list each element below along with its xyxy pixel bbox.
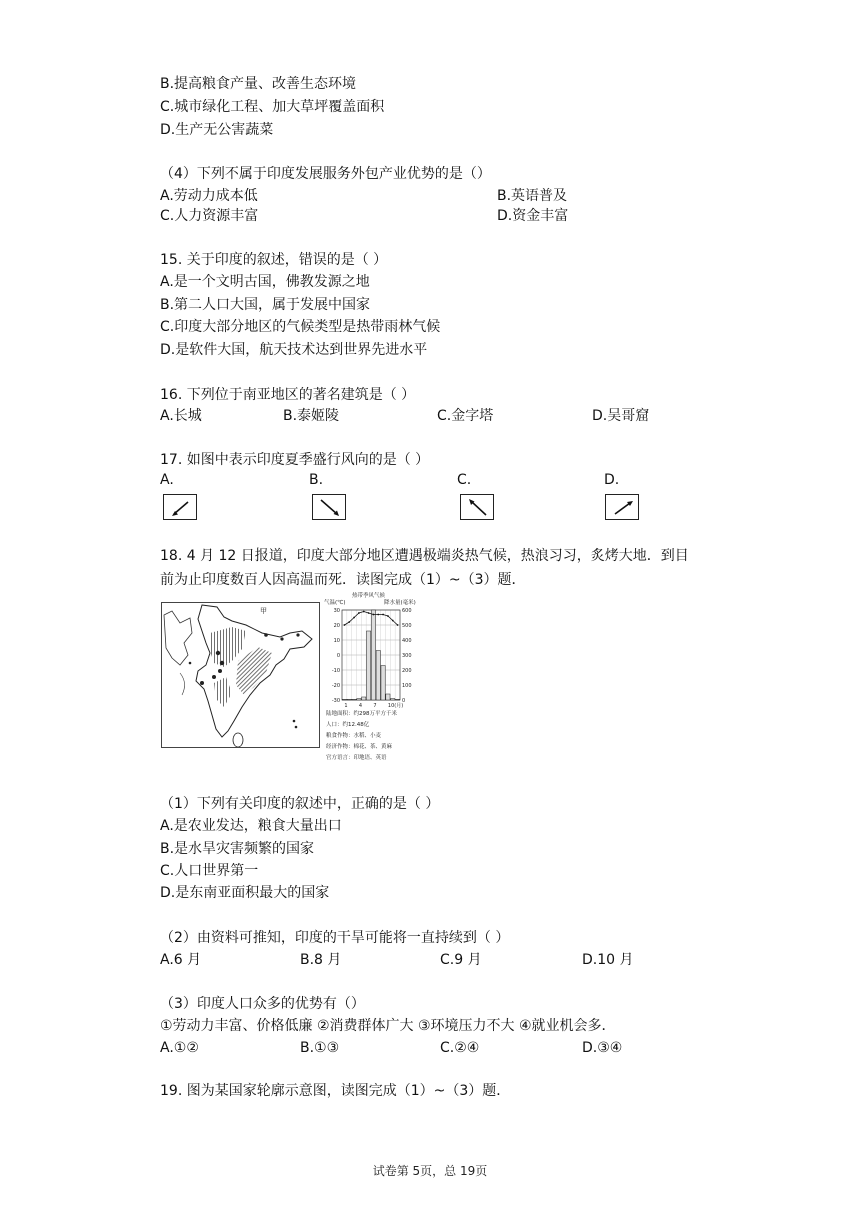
q18-stem-line2: 前为止印度数百人因高温而死．读图完成（1）~（3）题． (160, 572, 526, 588)
info-food-crops: 粮食作物：水稻、小麦 (326, 733, 382, 739)
q18-1-option-d: D.是东南亚面积最大的国家 (160, 885, 330, 901)
y-right-tick-label: 600 (402, 608, 412, 614)
y-right-tick-label: 500 (402, 623, 412, 629)
y-right-tick-label: 100 (402, 683, 412, 689)
arrow-southeast-icon (312, 494, 346, 520)
q15-stem: 15. 关于印度的叙述，错误的是（ ） (160, 252, 388, 268)
precipitation-bar (357, 699, 361, 701)
precipitation-bar (376, 651, 380, 701)
q18-1-stem: （1）下列有关印度的叙述中，正确的是（ ） (160, 796, 440, 812)
climate-chart (322, 592, 422, 766)
precipitation-bar (395, 699, 399, 700)
y-left-tick-label: 10 (333, 638, 340, 644)
q15-option-a: A.是一个文明古国，佛教发源之地 (160, 274, 370, 290)
q19-stem: 19. 图为某国家轮廓示意图，读图完成（1）~（3）题． (160, 1083, 511, 1099)
temperature-point (392, 620, 394, 622)
y-right-tick-label: 300 (402, 653, 412, 659)
q18-3-option-c: C.②④ (440, 1040, 480, 1056)
climate-chart-svg (322, 604, 422, 714)
temperature-point (368, 612, 370, 614)
y-left-tick-label: -10 (331, 668, 340, 674)
q14-4-option-a: A.劳动力成本低 (160, 188, 258, 204)
temperature-point (358, 612, 360, 614)
q18-1-option-a: A.是农业发达，粮食大量出口 (160, 818, 342, 834)
temperature-point (344, 624, 346, 626)
q18-3-option-a: A.①② (160, 1040, 199, 1056)
q15-option-b: B.第二人口大国，属于发展中国家 (160, 297, 371, 313)
q16-stem: 16. 下列位于南亚地区的著名建筑是（ ） (160, 387, 416, 403)
y-right-tick-label: 200 (402, 668, 412, 674)
q17-stem: 17. 如图中表示印度夏季盛行风向的是（ ） (160, 452, 430, 468)
q18-3-items: ①劳动力丰富、价格低廉 ②消费群体广大 ③环境压力不大 ④就业机会多． (160, 1018, 616, 1034)
q14-4-option-c: C.人力资源丰富 (160, 208, 259, 224)
q15-option-d: D.是软件大国，航天技术达到世界先进水平 (160, 342, 428, 358)
q16-option-a: A.长城 (160, 408, 202, 424)
x-tick-label: 10(月) (387, 703, 404, 709)
q17-option-a-label: A. (160, 472, 174, 488)
q18-1-option-b: B.是水旱灾害频繁的国家 (160, 841, 315, 857)
precipitation-bar (391, 699, 395, 701)
arrow-northwest-icon (460, 494, 494, 520)
info-population: 人口：约12.48亿 (326, 722, 370, 728)
q18-2-option-d: D.10 月 (582, 952, 634, 968)
q14-3-option-d: D.生产无公害蔬菜 (160, 122, 274, 138)
q16-option-c: C.金字塔 (437, 408, 494, 424)
q16-option-d: D.吴哥窟 (592, 408, 650, 424)
temperature-point (348, 621, 350, 623)
temperature-point (377, 614, 379, 616)
y-left-tick-label: 0 (336, 653, 340, 659)
precipitation-bar (362, 697, 366, 700)
chart-title: 热带季风气候 (352, 593, 386, 599)
y-left-axis-label: 气温(℃) (324, 600, 346, 606)
q18-2-stem: （2）由资料可推知，印度的干旱可能将一直持续到（ ） (160, 930, 510, 946)
q14-4-option-b: B.英语普及 (497, 188, 568, 204)
arrow-northeast-icon (605, 494, 639, 520)
y-left-tick-label: 30 (333, 608, 340, 614)
info-cash-crops: 经济作物：棉花、茶、黄麻 (326, 744, 393, 750)
q18-1-option-c: C.人口世界第一 (160, 863, 259, 879)
temperature-point (397, 624, 399, 626)
q18-3-stem: （3）印度人口众多的优势有（） (160, 996, 365, 1012)
y-left-tick-label: 20 (333, 623, 340, 629)
q18-2-option-c: C.9 月 (440, 952, 482, 968)
info-area: 陆地面积：约298万平方千米 (326, 711, 397, 717)
precipitation-bar (366, 631, 370, 700)
q14-3-option-b: B.提高粮食产量、改善生态环境 (160, 76, 357, 92)
info-official-language: 官方语言：印地语、英语 (326, 755, 387, 761)
map-label-jia: 甲 (260, 607, 267, 615)
temperature-point (373, 614, 375, 616)
precipitation-bar (386, 694, 390, 700)
precipitation-bar (347, 699, 351, 700)
page-footer: 试卷第 5页，总 19页 (372, 1164, 488, 1178)
y-left-tick-label: -30 (331, 698, 340, 704)
q17-option-d-label: D. (604, 472, 620, 488)
x-tick-label: 7 (373, 703, 377, 709)
q18-2-option-a: A.6 月 (160, 952, 202, 968)
q16-option-b: B.泰姬陵 (283, 408, 340, 424)
y-right-tick-label: 0 (402, 698, 406, 704)
temperature-point (353, 617, 355, 619)
x-tick-label: 1 (344, 703, 348, 709)
temperature-point (363, 611, 365, 613)
q18-stem-line1: 18. 4 月 12 日报道，印度大部分地区遭遇极端炎热气候，热浪习习，炙烤大地．到目 (160, 548, 689, 564)
precipitation-bar (352, 699, 356, 700)
y-right-axis-label: 降水量(毫米) (384, 600, 416, 606)
temperature-point (382, 614, 384, 616)
india-map-drawing (162, 603, 320, 748)
q14-3-option-c: C.城市绿化工程、加大草坪覆盖面积 (160, 99, 385, 115)
q18-3-option-d: D.③④ (582, 1040, 623, 1056)
q17-option-b-label: B. (309, 472, 324, 488)
q14-4-option-d: D.资金丰富 (497, 208, 569, 224)
arrow-southwest-icon (163, 494, 197, 520)
india-map (161, 602, 320, 748)
q14-4-stem: （4）下列不属于印度发展服务外包产业优势的是（） (160, 166, 491, 182)
precipitation-bar (342, 699, 346, 700)
y-right-tick-label: 400 (402, 638, 412, 644)
precipitation-bar (381, 666, 385, 701)
x-tick-label: 4 (358, 703, 363, 709)
precipitation-bar (371, 610, 375, 700)
q18-2-option-b: B.8 月 (300, 952, 342, 968)
q18-3-option-b: B.①③ (300, 1040, 340, 1056)
y-left-tick-label: -20 (331, 683, 340, 689)
q15-option-c: C.印度大部分地区的气候类型是热带雨林气候 (160, 319, 441, 335)
q17-option-c-label: C. (457, 472, 472, 488)
temperature-point (387, 615, 389, 617)
